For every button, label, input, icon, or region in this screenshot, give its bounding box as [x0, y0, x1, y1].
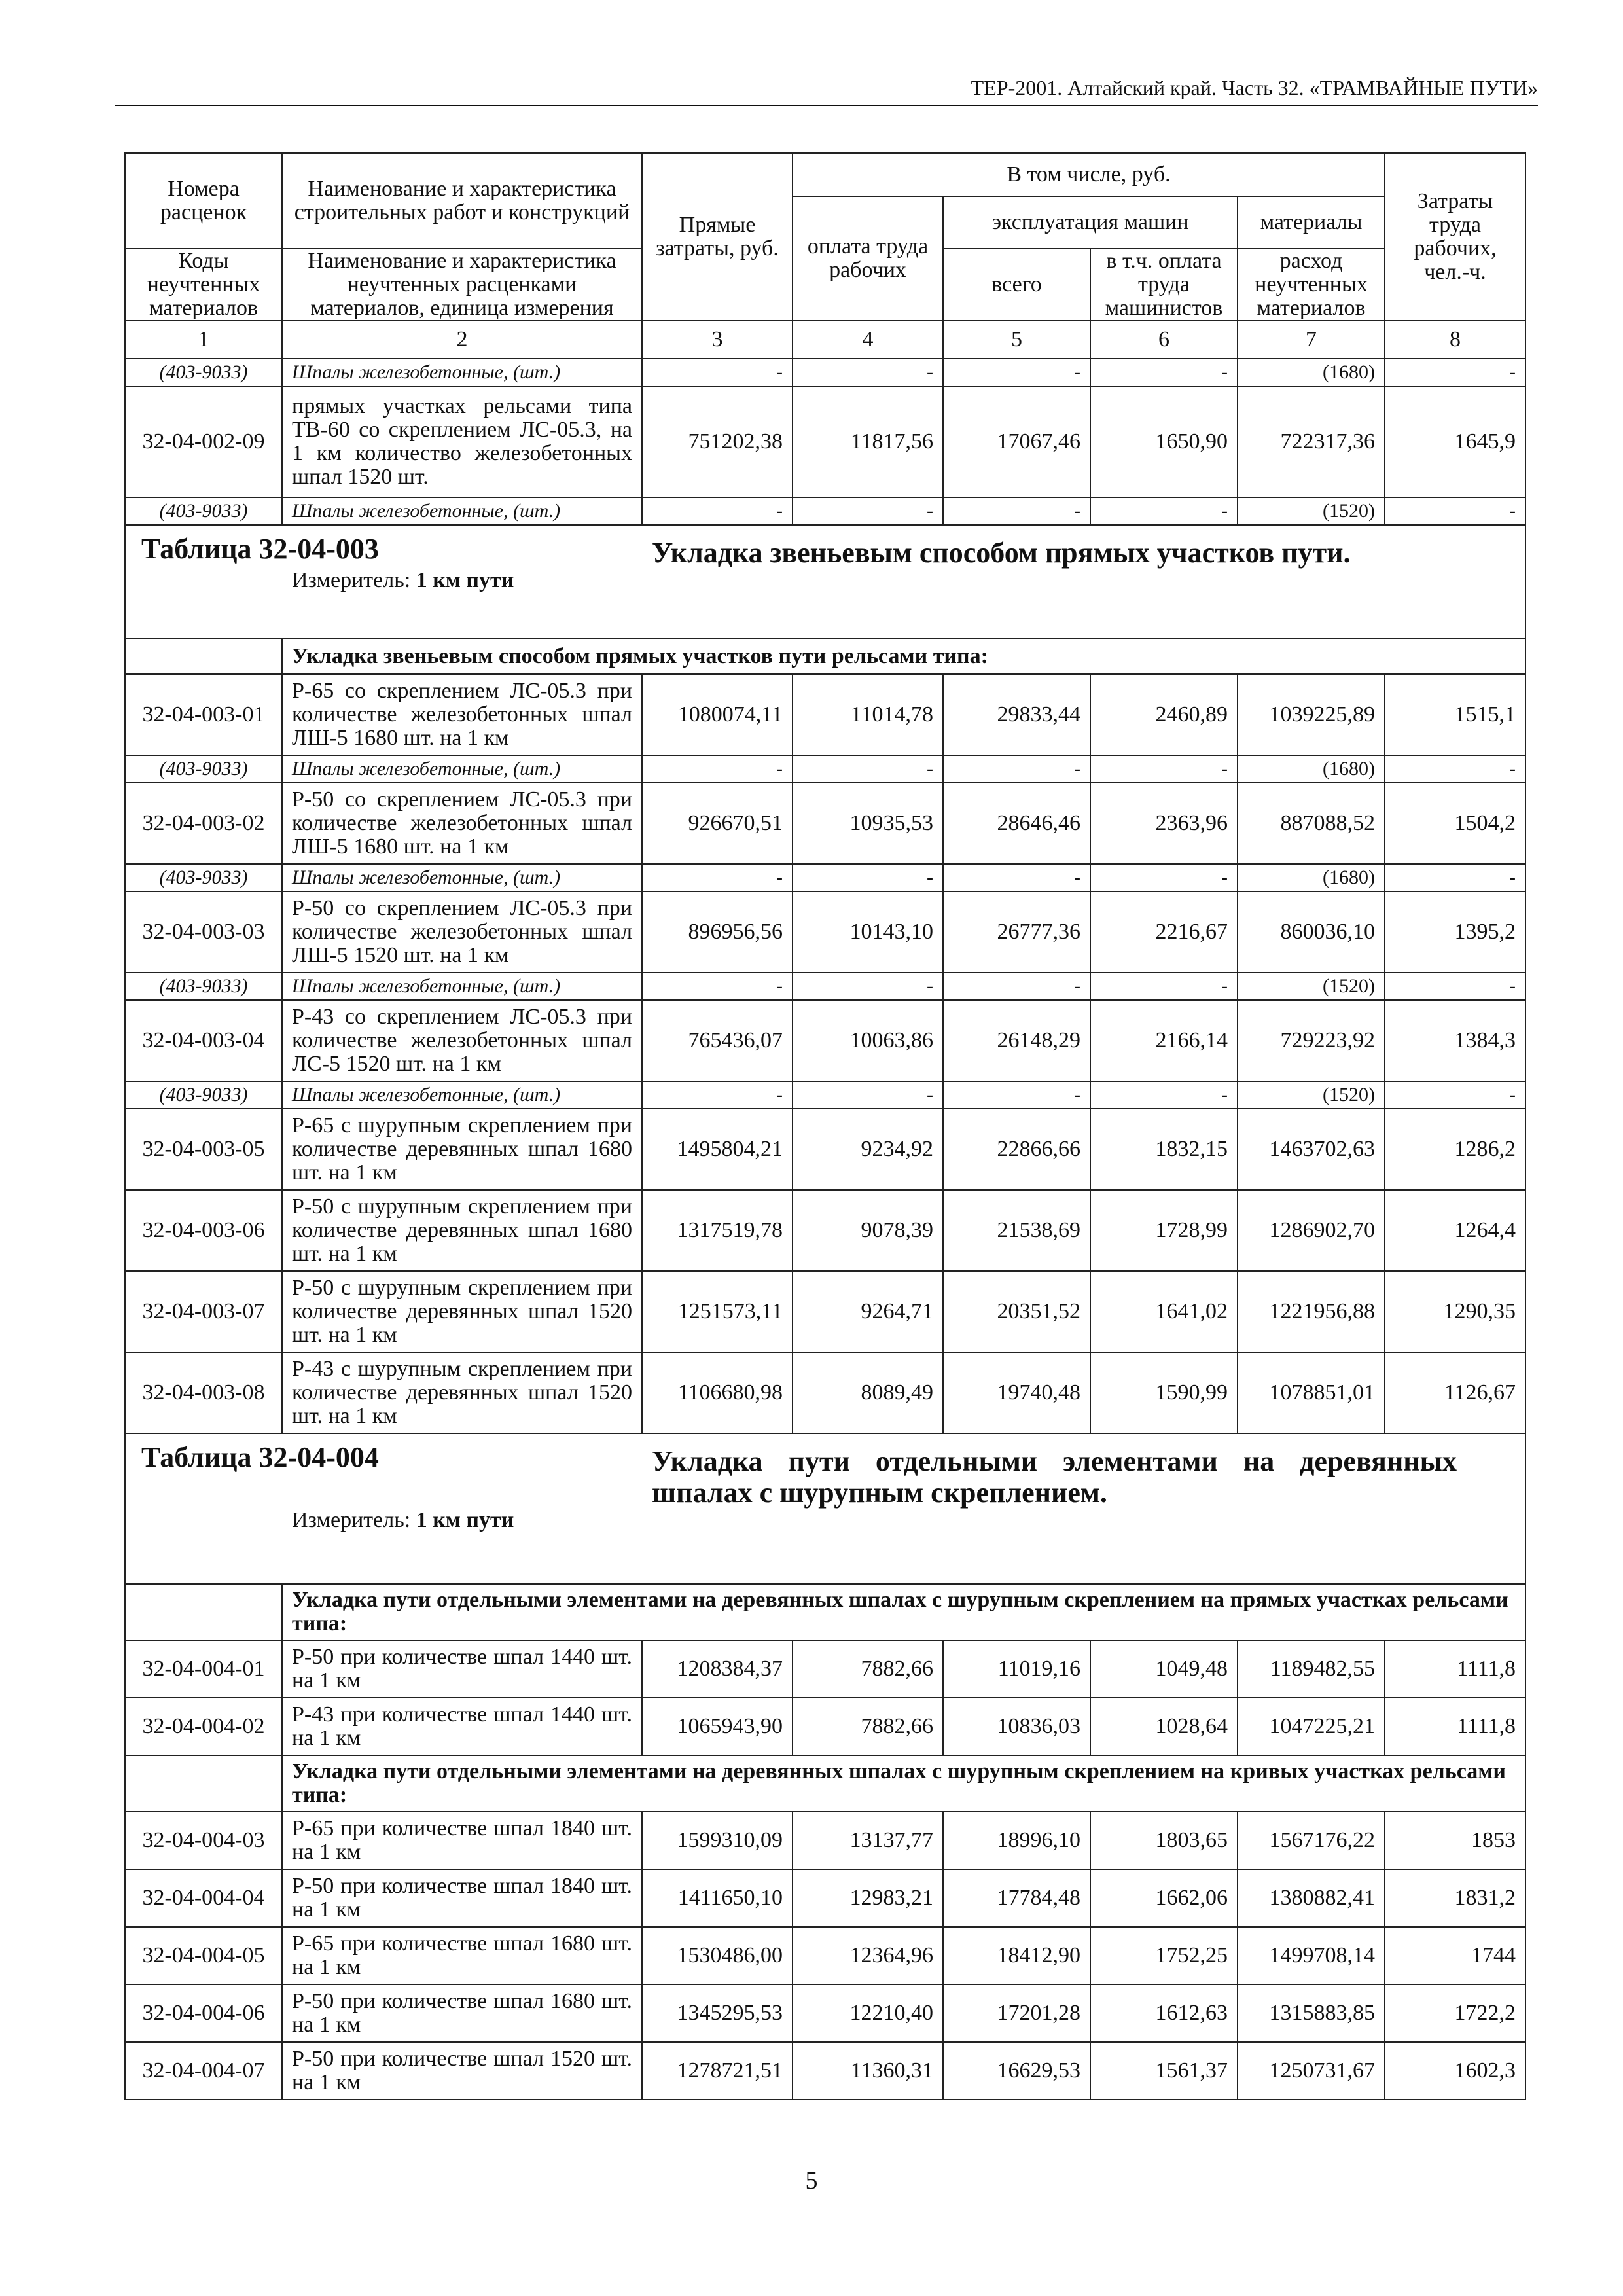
section-subheading: Укладка пути отдельными элементами на деревянных шпалах с шурупным скреплением на прямых участках рельсами типа: — [282, 1584, 1525, 1640]
rate-code: 32-04-004-03 — [125, 1812, 282, 1869]
machines-total-value: 29833,44 — [943, 674, 1090, 755]
labor-pay-value: 12210,40 — [793, 1984, 943, 2042]
header-labor-hours: Затраты труда рабочих, чел.-ч. — [1385, 153, 1525, 321]
labor-pay-value: - — [793, 497, 943, 525]
rate-row — [125, 1640, 1525, 1698]
machinist-pay-value: - — [1090, 973, 1238, 1000]
labor-hours-value: 1290,35 — [1385, 1271, 1525, 1352]
direct-costs-value: 1495804,21 — [642, 1109, 793, 1190]
direct-costs-value: 1411650,10 — [642, 1869, 793, 1927]
header-including: В том числе, руб. — [793, 153, 1385, 196]
materials-value: (1520) — [1238, 497, 1385, 525]
column-numbers-row — [125, 321, 1525, 359]
measure-value: 1 км пути — [416, 1508, 514, 1532]
materials-value: 1315883,85 — [1238, 1984, 1385, 2042]
labor-hours-value: 1744 — [1385, 1927, 1525, 1984]
header-materials: материалы — [1238, 196, 1385, 249]
direct-costs-value: 1530486,00 — [642, 1927, 793, 1984]
header-machines: эксплуатация машин — [943, 196, 1238, 249]
rate-name: Р-50 с шурупным скреплением при количестве деревянных шпал 1680 шт. на 1 км — [282, 1190, 642, 1271]
labor-pay-value: 7882,66 — [793, 1640, 943, 1698]
materials-value: 1039225,89 — [1238, 674, 1385, 755]
direct-costs-value: 1251573,11 — [642, 1271, 793, 1352]
direct-costs-value: 1278721,51 — [642, 2042, 793, 2100]
labor-pay-value: 11014,78 — [793, 674, 943, 755]
direct-costs-value: - — [642, 973, 793, 1000]
machines-total-value: 20351,52 — [943, 1271, 1090, 1352]
labor-hours-value: - — [1385, 359, 1525, 386]
column-number: 4 — [793, 321, 943, 359]
machinist-pay-value: 2363,96 — [1090, 783, 1238, 864]
rate-code: 32-04-003-08 — [125, 1352, 282, 1433]
machines-total-value: - — [943, 755, 1090, 783]
rate-name: прямых участках рельсами типа ТВ-60 со скреплением ЛС-05.3, на 1 км количество железобетонных шпал 1520 шт. — [282, 386, 642, 497]
labor-hours-value: 1264,4 — [1385, 1190, 1525, 1271]
machinist-pay-value: - — [1090, 755, 1238, 783]
table-32-04-003-title — [125, 525, 1525, 639]
measure-label: Измеритель: — [292, 1508, 411, 1532]
machinist-pay-value: - — [1090, 359, 1238, 386]
rates-table-body — [125, 153, 1525, 2100]
column-number: 5 — [943, 321, 1090, 359]
labor-hours-value: 1111,8 — [1385, 1640, 1525, 1698]
rate-name: Р-50 при количестве шпал 1680 шт. на 1 км — [282, 1984, 642, 2042]
materials-value: 729223,92 — [1238, 1000, 1385, 1081]
material-code: (403-9033) — [125, 497, 282, 525]
section-subheading-row — [125, 1755, 1525, 1812]
rate-name: Р-50 со скреплением ЛС-05.3 при количестве железобетонных шпал ЛШ-5 1520 шт. на 1 км — [282, 891, 642, 973]
labor-pay-value: - — [793, 755, 943, 783]
materials-value: 1250731,67 — [1238, 2042, 1385, 2100]
column-number: 2 — [282, 321, 642, 359]
header-machines-total: всего — [943, 249, 1090, 321]
direct-costs-value: - — [642, 864, 793, 891]
labor-hours-value: 1111,8 — [1385, 1698, 1525, 1755]
labor-pay-value: - — [793, 1081, 943, 1109]
machines-total-value: 19740,48 — [943, 1352, 1090, 1433]
materials-value: 1380882,41 — [1238, 1869, 1385, 1927]
rate-code: 32-04-002-09 — [125, 386, 282, 497]
column-number: 1 — [125, 321, 282, 359]
materials-value: (1520) — [1238, 973, 1385, 1000]
direct-costs-value: 926670,51 — [642, 783, 793, 864]
rate-row — [125, 1109, 1525, 1190]
labor-hours-value: 1126,67 — [1385, 1352, 1525, 1433]
rate-row — [125, 891, 1525, 973]
labor-hours-value: 1645,9 — [1385, 386, 1525, 497]
section-subheading-row — [125, 1584, 1525, 1640]
rate-code: 32-04-004-05 — [125, 1927, 282, 1984]
header-rate-numbers: Номера расценок — [125, 153, 282, 249]
machinist-pay-value: 1028,64 — [1090, 1698, 1238, 1755]
materials-value: 1047225,21 — [1238, 1698, 1385, 1755]
material-name: Шпалы железобетонные, (шт.) — [282, 1081, 642, 1109]
rate-code: 32-04-004-07 — [125, 2042, 282, 2100]
rate-name: Р-65 при количестве шпал 1840 шт. на 1 км — [282, 1812, 642, 1869]
rate-row — [125, 1698, 1525, 1755]
direct-costs-value: 1345295,53 — [642, 1984, 793, 2042]
materials-value: 1463702,63 — [1238, 1109, 1385, 1190]
table-title: Укладка пути отдельными элементами на деревянных шпалах с шурупным скреплением. — [652, 1445, 1457, 1509]
materials-value: (1680) — [1238, 864, 1385, 891]
table-title: Укладка звеньевым способом прямых участков пути. — [652, 537, 1351, 569]
direct-costs-value: 1106680,98 — [642, 1352, 793, 1433]
materials-value: 1189482,55 — [1238, 1640, 1385, 1698]
labor-pay-value: 10063,86 — [793, 1000, 943, 1081]
rate-name: Р-65 со скреплением ЛС-05.3 при количестве железобетонных шпал ЛШ-5 1680 шт. на 1 км — [282, 674, 642, 755]
labor-pay-value: 7882,66 — [793, 1698, 943, 1755]
materials-value: (1680) — [1238, 755, 1385, 783]
rate-row — [125, 1812, 1525, 1869]
header-materials-consumption: расход неучтенных материалов — [1238, 249, 1385, 321]
column-number: 8 — [1385, 321, 1525, 359]
measure-label: Измеритель: — [292, 568, 411, 592]
measure-line — [135, 569, 1516, 592]
table-number: Таблица 32-04-003 — [141, 533, 379, 565]
column-number: 3 — [642, 321, 793, 359]
direct-costs-value: 1065943,90 — [642, 1698, 793, 1755]
rate-row — [125, 386, 1525, 497]
machines-total-value: 10836,03 — [943, 1698, 1090, 1755]
labor-hours-value: 1384,3 — [1385, 1000, 1525, 1081]
machinist-pay-value: 1803,65 — [1090, 1812, 1238, 1869]
labor-pay-value: 11360,31 — [793, 2042, 943, 2100]
machines-total-value: 22866,66 — [943, 1109, 1090, 1190]
machinist-pay-value: 1832,15 — [1090, 1109, 1238, 1190]
labor-pay-value: - — [793, 864, 943, 891]
direct-costs-value: - — [642, 1081, 793, 1109]
labor-pay-value: 9234,92 — [793, 1109, 943, 1190]
machinist-pay-value: 2166,14 — [1090, 1000, 1238, 1081]
machinist-pay-value: 1662,06 — [1090, 1869, 1238, 1927]
machinist-pay-value: - — [1090, 1081, 1238, 1109]
direct-costs-value: 751202,38 — [642, 386, 793, 497]
direct-costs-value: 896956,56 — [642, 891, 793, 973]
header-machinist-pay: в т.ч. оплата труда машинистов — [1090, 249, 1238, 321]
rate-code: 32-04-003-02 — [125, 783, 282, 864]
machinist-pay-value: 1049,48 — [1090, 1640, 1238, 1698]
labor-hours-value: 1722,2 — [1385, 1984, 1525, 2042]
rate-row — [125, 1352, 1525, 1433]
machinist-pay-value: 1612,63 — [1090, 1984, 1238, 2042]
section-subheading: Укладка звеньевым способом прямых участков пути рельсами типа: — [282, 639, 1525, 674]
direct-costs-value: - — [642, 359, 793, 386]
machines-total-value: - — [943, 359, 1090, 386]
header-material-name: Наименование и характеристика неучтенных расценками материалов, единица измерения — [282, 249, 642, 321]
rates-table — [124, 152, 1526, 2100]
labor-pay-value: 12983,21 — [793, 1869, 943, 1927]
labor-pay-value: 13137,77 — [793, 1812, 943, 1869]
machines-total-value: 16629,53 — [943, 2042, 1090, 2100]
machinist-pay-value: 1752,25 — [1090, 1927, 1238, 1984]
rate-row — [125, 1271, 1525, 1352]
machines-total-value: - — [943, 497, 1090, 525]
material-code: (403-9033) — [125, 359, 282, 386]
measure-line — [135, 1509, 1516, 1532]
labor-pay-value: 9078,39 — [793, 1190, 943, 1271]
rate-name: Р-65 при количестве шпал 1680 шт. на 1 км — [282, 1927, 642, 1984]
labor-pay-value: 10143,10 — [793, 891, 943, 973]
rate-code: 32-04-004-06 — [125, 1984, 282, 2042]
material-name: Шпалы железобетонные, (шт.) — [282, 973, 642, 1000]
labor-hours-value: - — [1385, 864, 1525, 891]
machinist-pay-value: 1641,02 — [1090, 1271, 1238, 1352]
labor-hours-value: 1395,2 — [1385, 891, 1525, 973]
rate-code: 32-04-003-04 — [125, 1000, 282, 1081]
machines-total-value: - — [943, 1081, 1090, 1109]
labor-hours-value: - — [1385, 973, 1525, 1000]
rate-code: 32-04-003-07 — [125, 1271, 282, 1352]
rate-name: Р-50 при количестве шпал 1520 шт. на 1 км — [282, 2042, 642, 2100]
material-code: (403-9033) — [125, 864, 282, 891]
header-direct-costs: Прямые затраты, руб. — [642, 153, 793, 321]
rate-row — [125, 1000, 1525, 1081]
materials-value: 1221956,88 — [1238, 1271, 1385, 1352]
material-row — [125, 973, 1525, 1000]
rate-name: Р-50 при количестве шпал 1440 шт. на 1 км — [282, 1640, 642, 1698]
rate-row — [125, 674, 1525, 755]
machines-total-value: 11019,16 — [943, 1640, 1090, 1698]
labor-pay-value: - — [793, 359, 943, 386]
rate-name: Р-43 с шурупным скреплением при количестве деревянных шпал 1520 шт. на 1 км — [282, 1352, 642, 1433]
rate-row — [125, 1190, 1525, 1271]
labor-pay-value: 11817,56 — [793, 386, 943, 497]
labor-pay-value: 8089,49 — [793, 1352, 943, 1433]
rate-name: Р-50 при количестве шпал 1840 шт. на 1 км — [282, 1869, 642, 1927]
materials-value: 722317,36 — [1238, 386, 1385, 497]
materials-value: (1520) — [1238, 1081, 1385, 1109]
rate-name: Р-43 при количестве шпал 1440 шт. на 1 км — [282, 1698, 642, 1755]
machinist-pay-value: 2460,89 — [1090, 674, 1238, 755]
direct-costs-value: - — [642, 497, 793, 525]
machines-total-value: 17201,28 — [943, 1984, 1090, 2042]
labor-hours-value: 1515,1 — [1385, 674, 1525, 755]
section-subheading: Укладка пути отдельными элементами на деревянных шпалах с шурупным скреплением на кривых участках рельсами типа: — [282, 1755, 1525, 1812]
machinist-pay-value: 1561,37 — [1090, 2042, 1238, 2100]
material-code: (403-9033) — [125, 755, 282, 783]
machinist-pay-value: 1650,90 — [1090, 386, 1238, 497]
material-row — [125, 755, 1525, 783]
material-name: Шпалы железобетонные, (шт.) — [282, 755, 642, 783]
direct-costs-value: 765436,07 — [642, 1000, 793, 1081]
rate-code: 32-04-003-05 — [125, 1109, 282, 1190]
materials-value: 1567176,22 — [1238, 1812, 1385, 1869]
header-codes: Коды неучтенных материалов — [125, 249, 282, 321]
section-subheading-row — [125, 639, 1525, 674]
material-name: Шпалы железобетонные, (шт.) — [282, 359, 642, 386]
direct-costs-value: 1317519,78 — [642, 1190, 793, 1271]
materials-value: 887088,52 — [1238, 783, 1385, 864]
material-row — [125, 497, 1525, 525]
machinist-pay-value: 1728,99 — [1090, 1190, 1238, 1271]
machinist-pay-value: - — [1090, 497, 1238, 525]
machines-total-value: 17067,46 — [943, 386, 1090, 497]
direct-costs-value: 1208384,37 — [642, 1640, 793, 1698]
material-name: Шпалы железобетонные, (шт.) — [282, 864, 642, 891]
materials-value: 1078851,01 — [1238, 1352, 1385, 1433]
materials-value: (1680) — [1238, 359, 1385, 386]
machinist-pay-value: - — [1090, 864, 1238, 891]
labor-hours-value: 1286,2 — [1385, 1109, 1525, 1190]
machines-total-value: 21538,69 — [943, 1190, 1090, 1271]
labor-hours-value: 1504,2 — [1385, 783, 1525, 864]
machines-total-value: 28646,46 — [943, 783, 1090, 864]
rate-name: Р-50 со скреплением ЛС-05.3 при количестве железобетонных шпал ЛШ-5 1680 шт. на 1 км — [282, 783, 642, 864]
labor-pay-value: - — [793, 973, 943, 1000]
material-row — [125, 359, 1525, 386]
materials-value: 1286902,70 — [1238, 1190, 1385, 1271]
table-number: Таблица 32-04-004 — [141, 1441, 379, 1473]
machinist-pay-value: 1590,99 — [1090, 1352, 1238, 1433]
labor-hours-value: - — [1385, 497, 1525, 525]
labor-pay-value: 12364,96 — [793, 1927, 943, 1984]
rate-row — [125, 783, 1525, 864]
machines-total-value: - — [943, 864, 1090, 891]
machines-total-value: 17784,48 — [943, 1869, 1090, 1927]
header-labor-pay: оплата труда рабочих — [793, 196, 943, 321]
rate-row — [125, 1984, 1525, 2042]
materials-value: 1499708,14 — [1238, 1927, 1385, 1984]
header-work-name: Наименование и характеристика строительных работ и конструкций — [282, 153, 642, 249]
labor-hours-value: 1602,3 — [1385, 2042, 1525, 2100]
running-header: ТЕР-2001. Алтайский край. Часть 32. «ТРАМВАЙНЫЕ ПУТИ» — [115, 71, 1538, 106]
measure-value: 1 км пути — [416, 568, 514, 592]
column-number: 6 — [1090, 321, 1238, 359]
material-row — [125, 1081, 1525, 1109]
rate-code: 32-04-004-02 — [125, 1698, 282, 1755]
rate-code: 32-04-004-04 — [125, 1869, 282, 1927]
material-row — [125, 864, 1525, 891]
direct-costs-value: 1599310,09 — [642, 1812, 793, 1869]
labor-hours-value: 1831,2 — [1385, 1869, 1525, 1927]
material-code: (403-9033) — [125, 1081, 282, 1109]
labor-hours-value: - — [1385, 755, 1525, 783]
rate-code: 32-04-004-01 — [125, 1640, 282, 1698]
page-number: 5 — [805, 2167, 818, 2195]
rate-row — [125, 2042, 1525, 2100]
material-name: Шпалы железобетонные, (шт.) — [282, 497, 642, 525]
rate-row — [125, 1869, 1525, 1927]
labor-pay-value: 10935,53 — [793, 783, 943, 864]
machines-total-value: 18996,10 — [943, 1812, 1090, 1869]
rate-name: Р-50 с шурупным скреплением при количестве деревянных шпал 1520 шт. на 1 км — [282, 1271, 642, 1352]
rate-name: Р-43 со скреплением ЛС-05.3 при количестве железобетонных шпал ЛС-5 1520 шт. на 1 км — [282, 1000, 642, 1081]
machines-total-value: 18412,90 — [943, 1927, 1090, 1984]
materials-value: 860036,10 — [1238, 891, 1385, 973]
rate-code: 32-04-003-03 — [125, 891, 282, 973]
machinist-pay-value: 2216,67 — [1090, 891, 1238, 973]
labor-hours-value: 1853 — [1385, 1812, 1525, 1869]
material-code: (403-9033) — [125, 973, 282, 1000]
rate-code: 32-04-003-06 — [125, 1190, 282, 1271]
machines-total-value: 26148,29 — [943, 1000, 1090, 1081]
machines-total-value: 26777,36 — [943, 891, 1090, 973]
labor-hours-value: - — [1385, 1081, 1525, 1109]
column-number: 7 — [1238, 321, 1385, 359]
direct-costs-value: 1080074,11 — [642, 674, 793, 755]
table-32-04-004-title — [125, 1433, 1525, 1584]
direct-costs-value: - — [642, 755, 793, 783]
machines-total-value: - — [943, 973, 1090, 1000]
rate-row — [125, 1927, 1525, 1984]
rate-name: Р-65 с шурупным скреплением при количестве деревянных шпал 1680 шт. на 1 км — [282, 1109, 642, 1190]
rate-code: 32-04-003-01 — [125, 674, 282, 755]
labor-pay-value: 9264,71 — [793, 1271, 943, 1352]
